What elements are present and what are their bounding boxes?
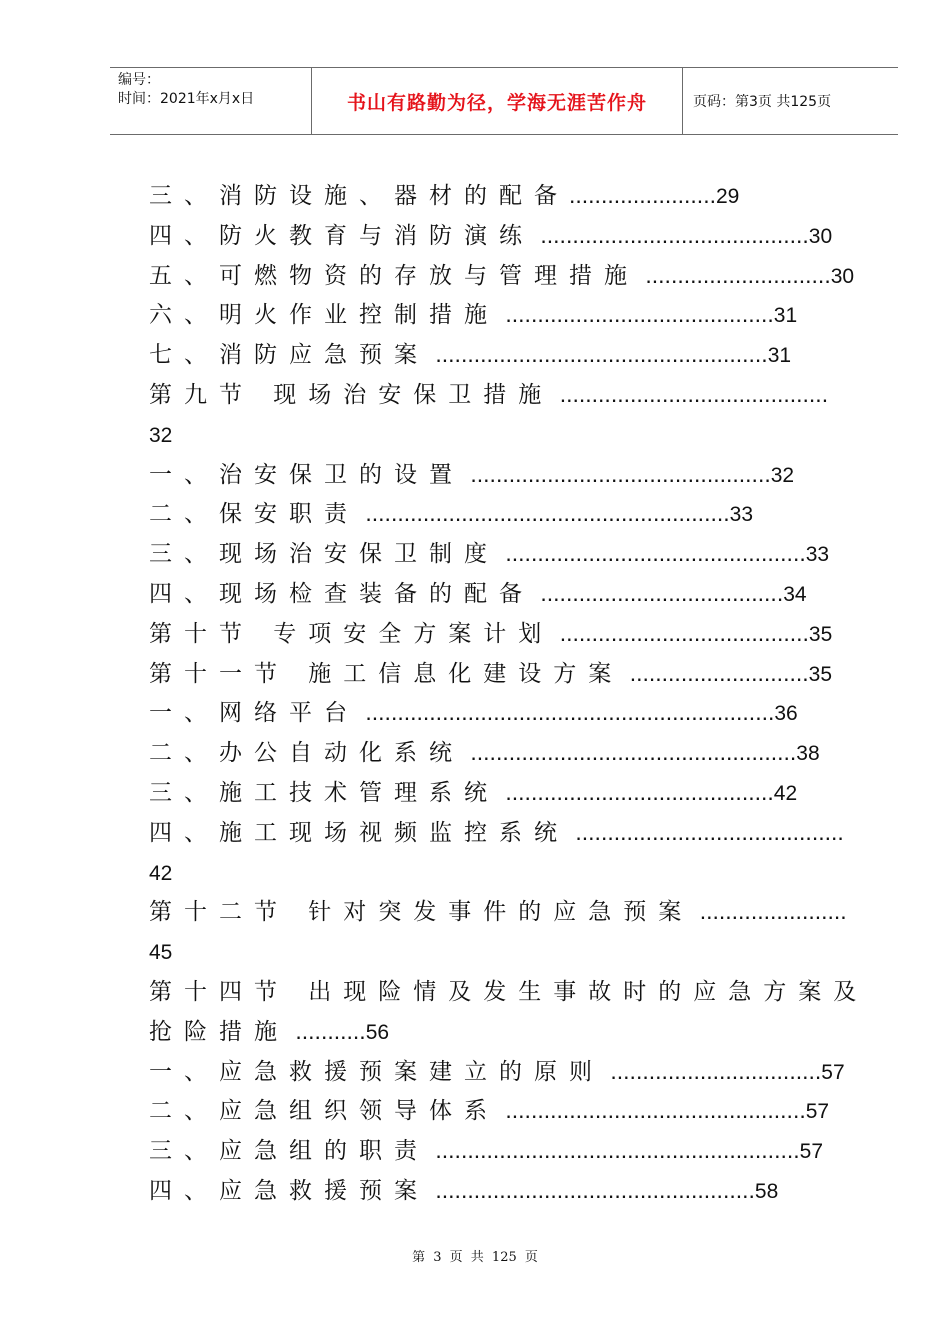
motto-text: 书山有路勤为径，学海无涯苦作舟 [346,91,647,114]
toc-entry[interactable] [149,932,869,972]
toc-entry[interactable] [149,1052,869,1092]
toc-entry-page: 33 [729,503,753,527]
toc-entry[interactable] [149,693,869,733]
toc-entry-leader: ............................ [623,659,809,686]
toc-entry[interactable] [149,773,869,813]
toc-entry-page: 42 [149,861,173,885]
toc-entry-leader: ............................................... [464,460,771,487]
toc-entry-page: 36 [774,702,798,726]
toc-entry-leader: ....................... [693,898,847,925]
toc-entry[interactable] [149,494,869,534]
toc-entry-title: 三、施工技术管理系统 [149,779,499,806]
toc-entry-page: 35 [808,662,832,686]
toc-entry-leader: ........... [289,1017,366,1044]
toc-entry-page: 57 [799,1140,823,1164]
toc-entry[interactable] [149,614,869,654]
toc-entry-title: 抢险措施 [149,1018,289,1045]
toc-entry-page: 42 [773,781,798,805]
toc-entry[interactable] [149,256,869,296]
toc-entry-leader: ................................................... [464,739,797,766]
toc-entry[interactable] [149,295,869,335]
toc-entry-title: 第十一节 施工信息化建设方案 [149,660,624,687]
toc-entry-title: 三、消防设施、器材的配备 [149,183,569,209]
toc-entry[interactable] [149,1131,869,1171]
toc-entry-leader: ....................... [569,182,716,208]
toc-entry[interactable] [149,813,869,853]
toc-entry-title: 第十四节 出现险情及发生事故时的应急方案及 [149,978,869,1005]
serial-label: 编号： [118,72,160,88]
toc-entry[interactable] [149,216,869,256]
toc-entry-title: 第十节 专项安全方案计划 [149,620,554,647]
toc-entry-title: 一、治安保卫的设置 [149,461,464,488]
toc-entry[interactable] [149,654,869,694]
toc-entry-page: 31 [767,344,792,368]
toc-entry-title: 二、保安职责 [149,501,359,528]
toc-entry-page: 33 [805,543,830,567]
toc-entry[interactable] [149,853,869,893]
toc-entry-page: 56 [365,1020,390,1044]
toc-entry-title: 五、可燃物资的存放与管理措施 [149,262,639,289]
toc-entry-page: 58 [754,1179,779,1203]
toc-entry-leader: ............................. [639,261,831,288]
toc-entry-leader: .......................................... [553,380,829,407]
page-info-text: 页码：第3页 共125页 [693,94,832,110]
toc-entry-title: 三、应急组的职责 [149,1138,429,1165]
toc-entry-leader: .................................................... [429,341,768,368]
toc-entry-title: 七、消防应急预案 [149,342,429,369]
toc-entry[interactable] [149,534,869,574]
toc-entry-leader: ................................. [604,1057,822,1084]
toc-entry-leader: ......................................................... [359,500,730,527]
toc-entry-title: 四、防火教育与消防演练 [149,222,534,249]
toc-entry[interactable] [149,892,869,932]
toc-entry[interactable] [149,455,869,495]
footer-page-number: 第 3 页 共 125 页 [412,1250,538,1265]
page-footer [0,1246,950,1265]
toc-entry[interactable] [149,375,869,415]
toc-entry[interactable] [149,1171,869,1211]
toc-entry-title: 四、现场检查装备的配备 [149,580,534,607]
toc-entry-leader: .......................................... [499,778,774,805]
toc-entry[interactable] [149,1012,869,1052]
toc-entry-page: 31 [773,304,798,328]
toc-entry-leader: ......................................................... [429,1137,800,1164]
toc-entry[interactable] [149,574,869,614]
toc-entry-page: 45 [149,941,173,965]
toc-entry-leader: .......................................... [499,301,774,328]
toc-entry-title: 四、施工现场视频监控系统 [149,819,569,846]
toc-entry-leader: .......................................... [534,221,809,248]
toc-entry-title: 三、现场治安保卫制度 [149,541,499,568]
toc-entry-title: 一、应急救援预案建立的原则 [149,1058,604,1085]
toc-entry-leader: ...................................... [534,579,784,606]
toc-entry-title: 第十二节 针对突发事件的应急预案 [149,899,694,926]
toc-entry-page: 32 [149,423,173,447]
toc-entry-leader: .................................................. [429,1176,755,1203]
toc-entry-title: 第九节 现场治安保卫措施 [149,381,554,408]
toc-entry-page: 35 [808,622,833,646]
table-of-contents [149,176,869,1211]
toc-entry-page: 30 [830,264,855,288]
header-meta [110,68,311,134]
toc-entry-page: 38 [796,742,820,766]
toc-entry-title: 六、明火作业控制措施 [149,302,499,329]
toc-entry-leader: .......................................... [569,818,844,845]
toc-entry-page: 34 [783,582,807,606]
toc-entry-title: 二、应急组织领导体系 [149,1098,499,1125]
toc-entry-title: 二、办公自动化系统 [149,740,464,767]
page-header [110,67,898,135]
toc-entry-leader: ....................................... [553,619,809,646]
toc-entry[interactable] [149,972,869,1012]
time-label: 时间：2021年x月x日 [118,91,255,107]
toc-entry[interactable] [149,335,869,375]
toc-entry-leader: ............................................... [499,540,806,567]
header-motto [311,68,683,134]
toc-entry-page: 57 [805,1100,830,1124]
toc-entry[interactable] [149,1091,869,1131]
toc-entry-title: 一、网络平台 [149,700,359,727]
toc-entry[interactable] [149,176,869,216]
toc-entry-page: 30 [808,224,833,248]
toc-entry-page: 32 [770,463,795,487]
toc-entry-page: 57 [821,1060,845,1084]
toc-entry-page: 29 [715,185,740,208]
toc-entry[interactable] [149,733,869,773]
toc-entry[interactable] [149,415,869,455]
toc-entry-leader: ............................................... [499,1097,806,1124]
toc-entry-leader: ................................................................ [359,699,775,726]
header-page-info [683,68,898,134]
toc-entry-title: 四、应急救援预案 [149,1177,429,1204]
